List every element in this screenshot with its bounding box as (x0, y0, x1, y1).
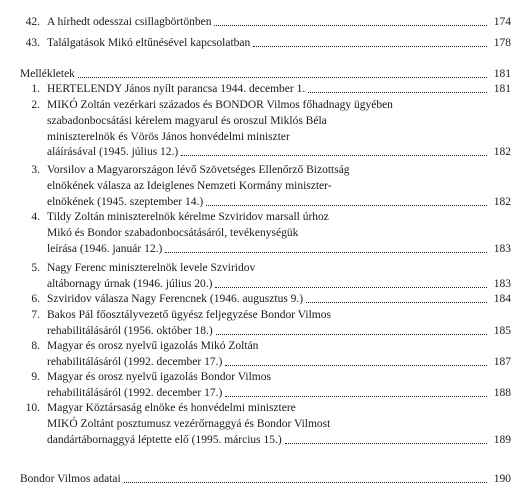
appendix-item-continuation (0, 243, 525, 255)
dot-leader (78, 77, 487, 78)
entry-title: Magyar és orosz nyelvű igazolás Bondor Vilmos (47, 371, 271, 383)
entry-title: dandártábornaggyá léptette elő (1995. március 15.) (47, 434, 282, 446)
appendix-item (0, 371, 525, 383)
entry-number: 42. (25, 16, 40, 28)
page-number: 183 (493, 243, 511, 255)
entry-title: Nagy Ferenc miniszterelnök levele Szviridov (47, 262, 256, 274)
appendix-item-continuation (0, 278, 525, 290)
entry-title: Magyar Köztársaság elnöke és honvédelmi minisztere (47, 402, 296, 414)
entry-title: Bondor Vilmos adatai (20, 473, 121, 485)
appendix-item-continuation (0, 325, 525, 337)
entry-number: 7. (31, 309, 40, 321)
entry-title: rehabilitálásáról (1956. október 18.) (47, 325, 213, 337)
entry-number: 1. (31, 83, 40, 95)
toc-entry (0, 37, 525, 49)
entry-title: elnökének (1945. szeptember 14.) (47, 196, 204, 208)
entry-title: MIKÓ Zoltán vezérkari százados és BONDOR Vilmos főhadnagy ügyében (47, 99, 393, 111)
dot-leader (216, 334, 487, 335)
entry-title: szabadonbocsátási kérelem magyarul és oroszul Miklós Béla (47, 115, 327, 127)
page-number: 190 (493, 473, 511, 485)
page-number: 187 (493, 356, 511, 368)
entry-title: Bakos Pál főosztályvezető ügyész feljegyzése Bondor Vilmos (47, 309, 331, 321)
appendix-item (0, 340, 525, 352)
entry-title: elnökének válasza az Ideiglenes Nemzeti Kormány miniszter- (47, 180, 332, 192)
appendix-heading (0, 68, 525, 80)
toc-entry-closing (0, 473, 525, 485)
entry-title: Magyar és orosz nyelvű igazolás Mikó Zoltán (47, 340, 259, 352)
entry-number: 4. (31, 211, 40, 223)
appendix-item-continuation (0, 115, 525, 127)
appendix-item (0, 164, 525, 176)
appendix-item-continuation (0, 196, 525, 208)
appendix-item (0, 293, 525, 305)
appendix-item-continuation (0, 356, 525, 368)
entry-number: 3. (31, 164, 40, 176)
appendix-item (0, 99, 525, 111)
page-number: 181 (493, 68, 511, 80)
dot-leader (215, 287, 487, 288)
entry-title: leírása (1946. január 12.) (47, 243, 163, 255)
page-number: 182 (493, 196, 511, 208)
appendix-title: Mellékletek (20, 68, 75, 80)
entry-number: 8. (31, 340, 40, 352)
entry-title: miniszterelnök és Vörös János honvédelmi miniszter (47, 131, 290, 143)
entry-number: 2. (31, 99, 40, 111)
dot-leader (181, 155, 487, 156)
entry-number: 5. (31, 262, 40, 274)
appendix-item-continuation (0, 434, 525, 446)
entry-title: Találgatások Mikó eltűnésével kapcsolatban (47, 37, 251, 49)
dot-leader (285, 443, 487, 444)
entry-title: HERTELENDY János nyílt parancsa 1944. december 1. (47, 83, 306, 95)
dot-leader (308, 92, 487, 93)
toc-entry (0, 16, 525, 28)
entry-title: altábornagy úrnak (1946. július 20.) (47, 278, 213, 290)
entry-number: 6. (31, 293, 40, 305)
entry-number: 43. (25, 37, 40, 49)
appendix-item-continuation (0, 146, 525, 158)
dot-leader (306, 302, 487, 303)
entry-title: A hírhedt odesszai csillagbörtönben (47, 16, 212, 28)
appendix-item-continuation (0, 180, 525, 192)
appendix-item (0, 83, 525, 95)
entry-title: Szviridov válasza Nagy Ferencnek (1946. augusztus 9.) (47, 293, 304, 305)
page-number: 184 (493, 293, 511, 305)
page-number: 188 (493, 387, 511, 399)
appendix-item (0, 211, 525, 223)
dot-leader (165, 252, 487, 253)
appendix-item-continuation (0, 131, 525, 143)
entry-title: MIKÓ Zoltánt posztumusz vezérőrnaggyá és Bondor Vilmost (47, 418, 331, 430)
page-number: 182 (493, 146, 511, 158)
appendix-item (0, 262, 525, 274)
entry-title: Mikó és Bondor szabadonbocsátásáról, tevékenységük (47, 227, 299, 239)
dot-leader (253, 46, 487, 47)
entry-title: rehabilitálásáról (1992. december 17.) (47, 387, 223, 399)
page-number: 185 (493, 325, 511, 337)
dot-leader (225, 365, 487, 366)
appendix-item-continuation (0, 227, 525, 239)
page-number: 189 (493, 434, 511, 446)
page-number: 183 (493, 278, 511, 290)
entry-title: rehabilitálásáról (1992. december 17.) (47, 356, 223, 368)
entry-title: aláírásával (1945. július 12.) (47, 146, 179, 158)
page-number: 181 (493, 83, 511, 95)
appendix-item-continuation (0, 418, 525, 430)
page-number: 178 (493, 37, 511, 49)
dot-leader (214, 25, 487, 26)
entry-number: 9. (31, 371, 40, 383)
appendix-item (0, 309, 525, 321)
dot-leader (206, 205, 487, 206)
appendix-item-continuation (0, 387, 525, 399)
dot-leader (124, 482, 487, 483)
page-number: 174 (493, 16, 511, 28)
dot-leader (225, 396, 487, 397)
entry-title: Vorsilov a Magyarországon lévő Szövetséges Ellenőrző Bizottság (47, 164, 350, 176)
entry-number: 10. (25, 402, 40, 414)
appendix-item (0, 402, 525, 414)
entry-title: Tildy Zoltán miniszterelnök kérelme Szviridov marsall úrhoz (47, 211, 329, 223)
